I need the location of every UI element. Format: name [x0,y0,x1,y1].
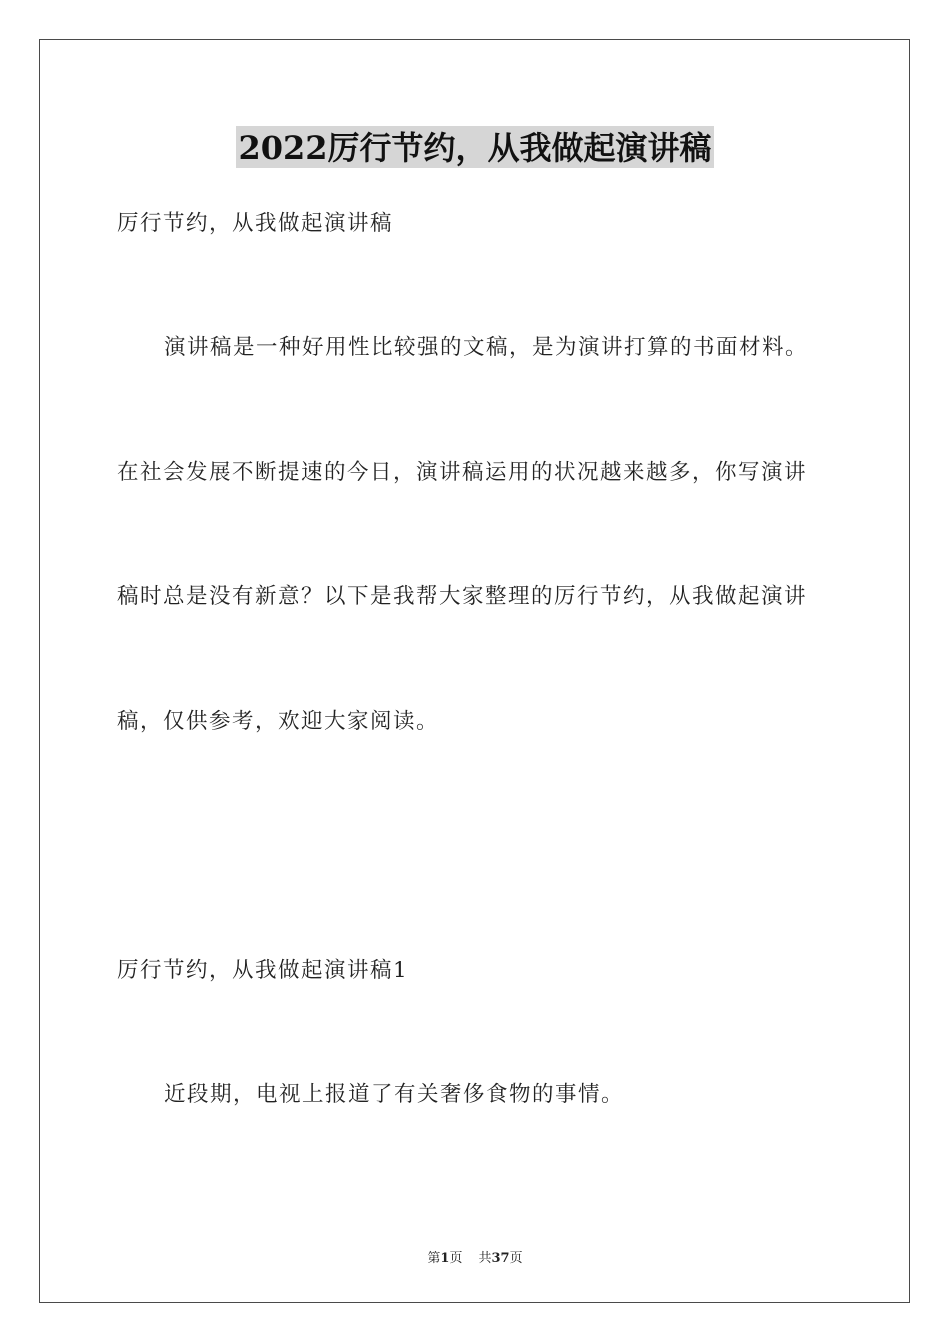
total-prefix: 共 [478,1251,492,1266]
page-total: 37 [491,1251,510,1266]
document-title: 2022厉行节约，从我做起演讲稿 [236,126,713,168]
total-unit: 页 [509,1251,523,1266]
page-current: 1 [440,1251,450,1266]
paragraph-line: 近段期，电视上报道了有关奢侈食物的事情。 [164,1082,625,1107]
paragraph-line: 演讲稿是一种好用性比较强的文稿，是为演讲打算的书面材料。 [164,335,809,360]
paragraph-line: 稿，仅供参考，欢迎大家阅读。 [117,709,440,734]
paragraph-line: 在社会发展不断提速的今日，演讲稿运用的状况越来越多，你写演讲 [117,460,808,485]
paragraph-line: 稿时总是没有新意？以下是我帮大家整理的厉行节约，从我做起演讲 [117,584,808,609]
page-footer [0,1247,950,1266]
section-heading: 厉行节约，从我做起演讲稿 [117,211,394,236]
page-prefix: 第 [427,1251,441,1266]
section-heading: 厉行节约，从我做起演讲稿1 [117,958,409,983]
title-container [0,126,950,168]
page-unit: 页 [449,1251,463,1266]
